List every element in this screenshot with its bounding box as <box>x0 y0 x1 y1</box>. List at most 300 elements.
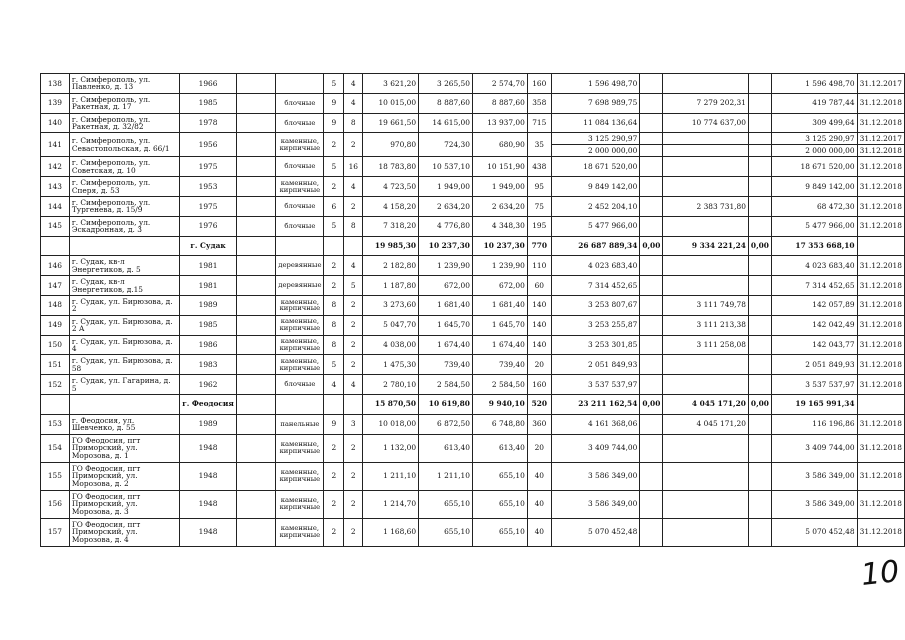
premises-area-cell: 1 949,00 <box>419 177 473 197</box>
city-subtotal-row <box>41 394 905 414</box>
table-row <box>41 133 905 145</box>
residential-area-cell: 655,10 <box>472 490 527 518</box>
cost-total-cell: 2 000 000,00 <box>551 145 640 157</box>
owners-funds-cell: 142 042,49 <box>771 315 857 335</box>
floors-cell: 2 <box>324 518 344 546</box>
blank-cell <box>236 434 275 462</box>
address-cell: г. Симферополь, ул. Эскадронная, д. 3 <box>69 216 179 236</box>
table-row <box>41 518 905 546</box>
number-cell: 154 <box>41 434 70 462</box>
owners-funds-cell: 3 537 537,97 <box>771 375 857 395</box>
wall-material-cell: блочные <box>276 216 324 236</box>
fund-cell <box>640 93 663 113</box>
total-area-cell: 1 475,30 <box>363 355 419 375</box>
blank-cell <box>69 236 179 256</box>
table-row <box>41 74 905 94</box>
table-row <box>41 295 905 315</box>
year-cell: 1956 <box>180 133 237 157</box>
local-budget-cell <box>748 375 771 395</box>
regional-budget-cell: 10 774 637,00 <box>663 113 749 133</box>
residential-area-cell: 13 937,00 <box>472 113 527 133</box>
total-area-cell: 3 621,20 <box>363 74 419 94</box>
residential-area-cell: 6 748,80 <box>472 414 527 434</box>
fund-cell: 0,00 <box>640 394 663 414</box>
residents-cell: 60 <box>527 276 551 296</box>
cost-total-cell: 2 452 204,10 <box>551 196 640 216</box>
entrances-cell: 2 <box>344 490 363 518</box>
entrances-cell: 2 <box>344 295 363 315</box>
residents-cell: 140 <box>527 295 551 315</box>
cost-total-cell: 3 253 301,85 <box>551 335 640 355</box>
table-row <box>41 157 905 177</box>
wall-material-cell: деревянные <box>276 256 324 276</box>
local-budget-cell <box>748 256 771 276</box>
residents-cell: 20 <box>527 434 551 462</box>
local-budget-cell <box>748 145 771 157</box>
residents-cell: 770 <box>527 236 551 256</box>
wall-material-cell: блочные <box>276 93 324 113</box>
residents-cell: 360 <box>527 414 551 434</box>
entrances-cell: 8 <box>344 216 363 236</box>
local-budget-cell <box>748 295 771 315</box>
wall-material-cell: каменные, кирпичные <box>276 335 324 355</box>
address-cell: г. Судак, ул. Бирюзова, д. 2 А <box>69 315 179 335</box>
blank-cell <box>236 462 275 490</box>
floors-cell: 9 <box>324 414 344 434</box>
floors-cell: 2 <box>324 177 344 197</box>
premises-area-cell: 655,10 <box>419 490 473 518</box>
floors-cell: 8 <box>324 315 344 335</box>
number-cell: 150 <box>41 335 70 355</box>
fund-cell <box>640 355 663 375</box>
regional-budget-cell: 4 045 171,20 <box>663 414 749 434</box>
year-cell: 1986 <box>180 335 237 355</box>
owners-funds-cell: 19 165 991,34 <box>771 394 857 414</box>
table-row <box>41 434 905 462</box>
number-cell: 149 <box>41 315 70 335</box>
local-budget-cell <box>748 490 771 518</box>
entrances-cell <box>344 236 363 256</box>
blank-cell <box>236 276 275 296</box>
date-cell: 31.12.2018 <box>857 375 904 395</box>
residential-area-cell: 10 151,90 <box>472 157 527 177</box>
table-row <box>41 375 905 395</box>
entrances-cell: 16 <box>344 157 363 177</box>
date-cell <box>857 394 904 414</box>
cost-total-cell: 3 586 349,00 <box>551 490 640 518</box>
entrances-cell: 2 <box>344 462 363 490</box>
cost-total-cell: 3 409 744,00 <box>551 434 640 462</box>
total-area-cell: 2 780,10 <box>363 375 419 395</box>
address-cell: г. Симферополь, ул. Ракетная, д. 17 <box>69 93 179 113</box>
blank-cell <box>236 113 275 133</box>
blank-cell <box>236 490 275 518</box>
address-cell: г. Симферополь, ул. Ракетная, д. 32/82 <box>69 113 179 133</box>
table-row <box>41 490 905 518</box>
residential-area-cell: 4 348,30 <box>472 216 527 236</box>
address-cell: г. Судак, ул. Бирюзова, д. 58 <box>69 355 179 375</box>
address-cell: г. Симферополь, ул. Сперя, д. 53 <box>69 177 179 197</box>
number-cell: 145 <box>41 216 70 236</box>
owners-funds-cell: 3 586 349,00 <box>771 462 857 490</box>
residents-cell: 110 <box>527 256 551 276</box>
handwritten-page-number: 10 <box>859 554 901 593</box>
address-cell: г. Судак, ул. Бирюзова, д. 4 <box>69 335 179 355</box>
entrances-cell: 2 <box>344 315 363 335</box>
wall-material-cell: блочные <box>276 196 324 216</box>
regional-budget-cell: 9 334 221,24 <box>663 236 749 256</box>
year-cell: 1985 <box>180 315 237 335</box>
date-cell: 31.12.2018 <box>857 256 904 276</box>
cost-total-cell: 11 084 136,64 <box>551 113 640 133</box>
date-cell: 31.12.2018 <box>857 414 904 434</box>
year-cell: 1953 <box>180 177 237 197</box>
local-budget-cell: 0,00 <box>748 394 771 414</box>
regional-budget-cell <box>663 157 749 177</box>
cost-total-cell: 2 051 849,93 <box>551 355 640 375</box>
city-subtotal-row <box>41 236 905 256</box>
regional-budget-cell: 3 111 213,38 <box>663 315 749 335</box>
table-row <box>41 93 905 113</box>
date-cell: 31.12.2017 <box>857 74 904 94</box>
date-cell: 31.12.2018 <box>857 462 904 490</box>
number-cell: 155 <box>41 462 70 490</box>
blank-cell <box>236 157 275 177</box>
cost-total-cell: 26 687 889,34 <box>551 236 640 256</box>
year-cell <box>236 394 275 414</box>
regional-budget-cell <box>663 518 749 546</box>
date-cell: 31.12.2018 <box>857 113 904 133</box>
premises-area-cell: 1 645,70 <box>419 315 473 335</box>
owners-funds-cell: 3 586 349,00 <box>771 490 857 518</box>
address-cell: г. Феодосия, ул. Шевченко, д. 55 <box>69 414 179 434</box>
residents-cell: 140 <box>527 315 551 335</box>
number-cell: 143 <box>41 177 70 197</box>
number-cell: 153 <box>41 414 70 434</box>
number-cell: 152 <box>41 375 70 395</box>
date-cell: 31.12.2018 <box>857 93 904 113</box>
wall-material-cell: каменные, кирпичные <box>276 177 324 197</box>
address-cell: ГО Феодосия, пгт Приморский, ул. Морозова, д. 2 <box>69 462 179 490</box>
residents-cell: 20 <box>527 355 551 375</box>
year-cell: 1983 <box>180 355 237 375</box>
fund-cell <box>640 434 663 462</box>
residential-area-cell: 1 674,40 <box>472 335 527 355</box>
date-cell: 31.12.2018 <box>857 355 904 375</box>
local-budget-cell <box>748 177 771 197</box>
residential-area-cell: 10 237,30 <box>472 236 527 256</box>
table-row <box>41 414 905 434</box>
floors-cell: 9 <box>324 93 344 113</box>
number-cell: 142 <box>41 157 70 177</box>
owners-funds-cell: 7 314 452,65 <box>771 276 857 296</box>
premises-area-cell: 8 887,60 <box>419 93 473 113</box>
fund-cell <box>640 315 663 335</box>
table-row <box>41 335 905 355</box>
blank-cell <box>236 177 275 197</box>
year-cell: 1976 <box>180 216 237 236</box>
residents-cell: 715 <box>527 113 551 133</box>
residents-cell: 160 <box>527 375 551 395</box>
residential-area-cell: 1 239,90 <box>472 256 527 276</box>
owners-funds-cell: 5 477 966,00 <box>771 216 857 236</box>
cost-total-cell: 3 253 255,87 <box>551 315 640 335</box>
owners-funds-cell: 4 023 683,40 <box>771 256 857 276</box>
address-cell: г. Судак, ул. Гагарина, д. 5 <box>69 375 179 395</box>
year-cell: 1989 <box>180 414 237 434</box>
premises-area-cell: 672,00 <box>419 276 473 296</box>
premises-area-cell: 1 674,40 <box>419 335 473 355</box>
premises-area-cell: 10 237,30 <box>419 236 473 256</box>
total-area-cell: 1 214,70 <box>363 490 419 518</box>
regional-budget-cell <box>663 256 749 276</box>
floors-cell: 2 <box>324 434 344 462</box>
fund-cell <box>640 157 663 177</box>
residents-cell: 40 <box>527 462 551 490</box>
address-cell: г. Судак, кв-л Энергетиков, д. 5 <box>69 256 179 276</box>
wall-material-cell: деревянные <box>276 276 324 296</box>
local-budget-cell <box>748 315 771 335</box>
blank-cell <box>236 315 275 335</box>
residential-area-cell: 2 574,70 <box>472 74 527 94</box>
regional-budget-cell <box>663 177 749 197</box>
number-cell: 147 <box>41 276 70 296</box>
entrances-cell: 5 <box>344 276 363 296</box>
floors-cell: 8 <box>324 335 344 355</box>
floors-cell: 8 <box>324 295 344 315</box>
regional-budget-cell: 7 279 202,31 <box>663 93 749 113</box>
local-budget-cell <box>748 157 771 177</box>
total-area-cell: 18 783,80 <box>363 157 419 177</box>
total-area-cell: 10 015,00 <box>363 93 419 113</box>
number-cell <box>41 394 70 414</box>
date-cell: 31.12.2018 <box>857 177 904 197</box>
local-budget-cell <box>748 276 771 296</box>
residents-cell: 75 <box>527 196 551 216</box>
date-cell: 31.12.2018 <box>857 145 904 157</box>
fund-cell <box>640 113 663 133</box>
residents-cell: 40 <box>527 518 551 546</box>
wall-material-cell <box>276 394 324 414</box>
owners-funds-cell: 116 196,86 <box>771 414 857 434</box>
blank-cell <box>236 216 275 236</box>
table-row <box>41 256 905 276</box>
wall-material-cell <box>276 236 324 256</box>
floors-cell: 2 <box>324 462 344 490</box>
premises-area-cell: 4 776,80 <box>419 216 473 236</box>
blank-cell <box>236 414 275 434</box>
wall-material-cell: блочные <box>276 113 324 133</box>
number-cell: 141 <box>41 133 70 157</box>
year-cell: 1975 <box>180 196 237 216</box>
premises-area-cell: 10 619,80 <box>419 394 473 414</box>
premises-area-cell: 1 239,90 <box>419 256 473 276</box>
regional-budget-cell: 3 111 258,08 <box>663 335 749 355</box>
local-budget-cell <box>748 216 771 236</box>
owners-funds-cell: 142 057,89 <box>771 295 857 315</box>
fund-cell <box>640 462 663 490</box>
blank-cell <box>236 74 275 94</box>
premises-area-cell: 1 681,40 <box>419 295 473 315</box>
address-cell: ГО Феодосия, пгт Приморский, ул. Морозова, д. 4 <box>69 518 179 546</box>
regional-budget-cell <box>663 216 749 236</box>
floors-cell <box>324 236 344 256</box>
entrances-cell <box>344 394 363 414</box>
blank-cell <box>236 335 275 355</box>
blank-cell <box>236 518 275 546</box>
year-cell: 1978 <box>180 113 237 133</box>
floors-cell <box>324 394 344 414</box>
regional-budget-cell <box>663 145 749 157</box>
owners-funds-cell: 17 353 668,10 <box>771 236 857 256</box>
wall-material-cell: каменные, кирпичные <box>276 434 324 462</box>
owners-funds-cell: 68 472,30 <box>771 196 857 216</box>
floors-cell: 5 <box>324 157 344 177</box>
wall-material-cell: каменные, кирпичные <box>276 518 324 546</box>
residential-area-cell: 672,00 <box>472 276 527 296</box>
cost-total-cell: 9 849 142,00 <box>551 177 640 197</box>
floors-cell: 2 <box>324 276 344 296</box>
cost-total-cell: 3 537 537,97 <box>551 375 640 395</box>
year-cell: 1962 <box>180 375 237 395</box>
date-cell: 31.12.2018 <box>857 216 904 236</box>
number-cell: 138 <box>41 74 70 94</box>
local-budget-cell <box>748 414 771 434</box>
wall-material-cell: каменные, кирпичные <box>276 295 324 315</box>
entrances-cell: 4 <box>344 375 363 395</box>
entrances-cell: 8 <box>344 113 363 133</box>
residents-cell: 358 <box>527 93 551 113</box>
year-cell: 1975 <box>180 157 237 177</box>
premises-area-cell: 3 265,50 <box>419 74 473 94</box>
table-row <box>41 216 905 236</box>
local-budget-cell <box>748 196 771 216</box>
cost-total-cell: 4 023 683,40 <box>551 256 640 276</box>
fund-cell <box>640 177 663 197</box>
cost-total-cell: 7 698 989,75 <box>551 93 640 113</box>
owners-funds-cell: 18 671 520,00 <box>771 157 857 177</box>
owners-funds-cell: 2 051 849,93 <box>771 355 857 375</box>
entrances-cell: 4 <box>344 256 363 276</box>
local-budget-cell <box>748 113 771 133</box>
wall-material-cell: каменные, кирпичные <box>276 462 324 490</box>
year-cell: 1948 <box>180 490 237 518</box>
residential-area-cell: 680,90 <box>472 133 527 157</box>
entrances-cell: 4 <box>344 177 363 197</box>
premises-area-cell: 2 584,50 <box>419 375 473 395</box>
residential-area-cell: 2 584,50 <box>472 375 527 395</box>
program-table <box>40 73 905 547</box>
wall-material-cell: блочные <box>276 375 324 395</box>
residential-area-cell: 655,10 <box>472 518 527 546</box>
year-cell: 1948 <box>180 434 237 462</box>
number-cell: 157 <box>41 518 70 546</box>
regional-budget-cell <box>663 375 749 395</box>
year-cell: 1989 <box>180 295 237 315</box>
entrances-cell: 4 <box>344 74 363 94</box>
date-cell: 31.12.2018 <box>857 276 904 296</box>
wall-material-cell: каменные, кирпичные <box>276 133 324 157</box>
number-cell: 140 <box>41 113 70 133</box>
local-budget-cell <box>748 335 771 355</box>
fund-cell <box>640 375 663 395</box>
cost-total-cell: 5 070 452,48 <box>551 518 640 546</box>
residents-cell: 438 <box>527 157 551 177</box>
regional-budget-cell: 4 045 171,20 <box>663 394 749 414</box>
table-row <box>41 462 905 490</box>
regional-budget-cell: 3 111 749,78 <box>663 295 749 315</box>
total-area-cell: 1 132,00 <box>363 434 419 462</box>
local-budget-cell <box>748 133 771 145</box>
regional-budget-cell <box>663 355 749 375</box>
floors-cell: 5 <box>324 355 344 375</box>
residential-area-cell: 2 634,20 <box>472 196 527 216</box>
wall-material-cell: каменные, кирпичные <box>276 315 324 335</box>
wall-material-cell: каменные, кирпичные <box>276 355 324 375</box>
cost-total-cell: 1 596 498,70 <box>551 74 640 94</box>
total-area-cell: 2 182,80 <box>363 256 419 276</box>
premises-area-cell: 613,40 <box>419 434 473 462</box>
residential-area-cell: 1 681,40 <box>472 295 527 315</box>
address-cell: г. Симферополь, ул. Павленко, д. 13 <box>69 74 179 94</box>
residential-area-cell: 9 940,10 <box>472 394 527 414</box>
residential-area-cell: 1 949,00 <box>472 177 527 197</box>
address-cell: ГО Феодосия, пгт Приморский, ул. Морозова, д. 3 <box>69 490 179 518</box>
date-cell: 31.12.2018 <box>857 335 904 355</box>
fund-cell: 0,00 <box>640 236 663 256</box>
total-area-cell: 19 985,30 <box>363 236 419 256</box>
date-cell: 31.12.2018 <box>857 196 904 216</box>
total-area-cell: 15 870,50 <box>363 394 419 414</box>
entrances-cell: 2 <box>344 133 363 157</box>
total-area-cell: 1 168,60 <box>363 518 419 546</box>
number-cell: 148 <box>41 295 70 315</box>
local-budget-cell: 0,00 <box>748 236 771 256</box>
address-cell: г. Симферополь, ул. Севастопольская, д. 66/1 <box>69 133 179 157</box>
table-row <box>41 315 905 335</box>
total-area-cell: 1 211,10 <box>363 462 419 490</box>
year-cell <box>236 236 275 256</box>
residents-cell: 40 <box>527 490 551 518</box>
cost-total-cell: 5 477 966,00 <box>551 216 640 236</box>
total-area-cell: 3 273,60 <box>363 295 419 315</box>
fund-cell <box>640 490 663 518</box>
premises-area-cell: 739,40 <box>419 355 473 375</box>
residents-cell: 35 <box>527 133 551 157</box>
regional-budget-cell <box>663 74 749 94</box>
floors-cell: 4 <box>324 375 344 395</box>
number-cell <box>41 236 70 256</box>
fund-cell <box>640 196 663 216</box>
total-area-cell: 10 018,00 <box>363 414 419 434</box>
date-cell: 31.12.2017 <box>857 133 904 145</box>
blank-cell <box>69 394 179 414</box>
regional-budget-cell <box>663 276 749 296</box>
local-budget-cell <box>748 518 771 546</box>
cost-total-cell: 7 314 452,65 <box>551 276 640 296</box>
year-cell: 1948 <box>180 518 237 546</box>
cost-total-cell: 3 586 349,00 <box>551 462 640 490</box>
date-cell: 31.12.2018 <box>857 518 904 546</box>
fund-cell <box>640 335 663 355</box>
regional-budget-cell <box>663 434 749 462</box>
year-cell: 1981 <box>180 276 237 296</box>
blank-cell <box>236 355 275 375</box>
wall-material-cell: каменные, кирпичные <box>276 490 324 518</box>
city-name-cell: г. Феодосия <box>180 394 237 414</box>
residential-area-cell: 613,40 <box>472 434 527 462</box>
date-cell: 31.12.2018 <box>857 157 904 177</box>
